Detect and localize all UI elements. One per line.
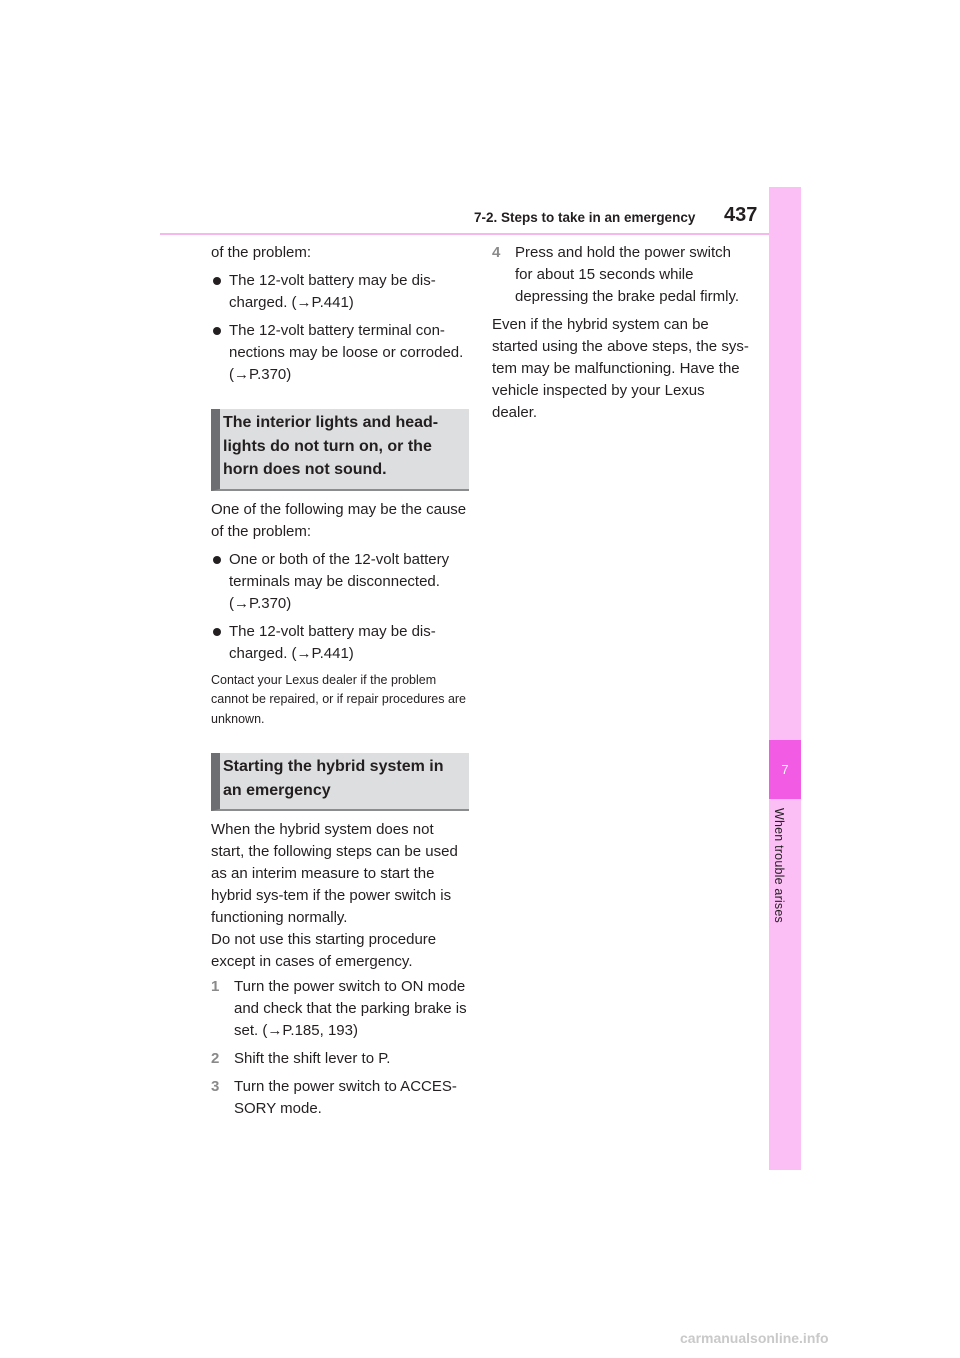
step-item: 2 Shift the shift lever to P.: [211, 1048, 469, 1070]
lights-note: Contact your Lexus dealer if the problem cannot be repaired, or if repair procedures are unknown.: [211, 672, 467, 726]
list-item: The 12-volt battery may be dis-charged. (→P.441): [211, 270, 469, 314]
list-item: The 12-volt battery may be dis-charged. (→P.441): [211, 621, 469, 665]
section-title: 7-2. Steps to take in an emergency: [474, 210, 696, 225]
step-number: 1: [211, 978, 220, 995]
list-item: The 12-volt battery terminal con-nections may be loose or corroded. (→P.370): [211, 320, 469, 386]
chapter-side-tab: [769, 187, 801, 1170]
page-number: 437: [724, 204, 758, 226]
step-number: 2: [211, 1050, 220, 1067]
step-number: 4: [492, 244, 501, 261]
heading-lights-horn: The interior lights and head-lights do not turn on, or the horn does not sound.: [211, 409, 469, 491]
step-number: 3: [211, 1078, 220, 1095]
header-divider: [160, 233, 770, 235]
bullet-icon: [213, 277, 221, 285]
left-column: [211, 242, 469, 1120]
bullet-icon: [213, 556, 221, 564]
right-column: [492, 242, 750, 424]
chapter-number-box: 7: [769, 740, 801, 799]
watermark: carmanualsonline.info: [680, 1330, 829, 1346]
list-item: One or both of the 12-volt battery terminals may be disconnected. (→P.370): [211, 549, 469, 615]
bullet-icon: [213, 327, 221, 335]
bullet-icon: [213, 628, 221, 636]
chapter-title: When trouble arises: [772, 808, 786, 923]
closing-paragraph: Even if the hybrid system can be started using the above steps, the sys-tem may be malfunctioning. Have the vehicle inspected by your Lexus dealer.: [492, 316, 749, 421]
lights-intro: One of the following may be the cause of the problem:: [211, 500, 467, 540]
step-item: 3 Turn the power switch to ACCES-SORY mode.: [211, 1078, 457, 1117]
start-warning: Do not use this starting procedure except in cases of emergency.: [211, 931, 437, 970]
step-item: 4 Press and hold the power switch for about 15 seconds while depressing the brake pedal firmly.: [492, 244, 740, 305]
start-intro: When the hybrid system does not start, the following steps can be used as an interim measure to start the hybrid sys-tem if the power switch is functioning normally.: [211, 821, 458, 926]
heading-emergency-start: Starting the hybrid system in an emergency: [211, 753, 469, 811]
step-item: 1 Turn the power switch to ON mode and check that the parking brake is set. (→P.185, 193): [211, 978, 467, 1039]
intro-continued: of the problem:: [211, 244, 312, 261]
